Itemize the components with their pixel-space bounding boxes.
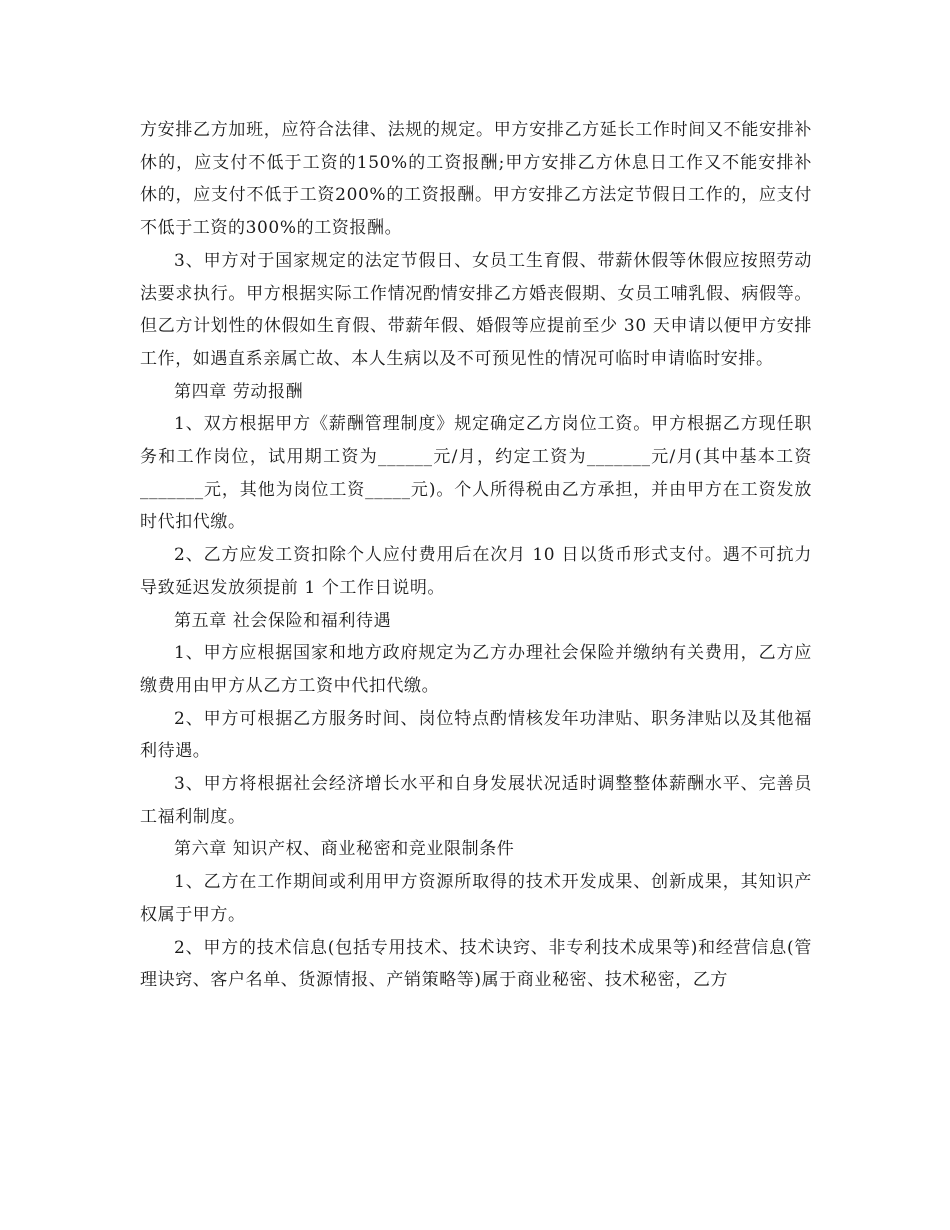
chapter-5-heading: 第五章 社会保险和福利待遇 [174,610,392,631]
chapter-4-heading: 第四章 劳动报酬 [174,381,304,402]
paragraph-salary-clause-1: 1、双方根据甲方《薪酬管理制度》规定确定乙方岗位工资。甲方根据乙方现任职务和工作岗位，试用期工资为______元/月，约定工资为_______元/月(其中基本工资_______元，其他为岗位工资_____元)。个人所得税由乙方承担，并由甲方在工资发放时代扣代缴。 [140,414,812,533]
chapter-6-heading: 第六章 知识产权、商业秘密和竞业限制条件 [174,839,515,860]
paragraph-welfare-clause-2: 2、甲方可根据乙方服务时间、岗位特点酌情核发年功津贴、职务津贴以及其他福利待遇。 [140,708,812,762]
paragraph-salary-clause-2: 2、乙方应发工资扣除个人应付费用后在次月 10 日以货币形式支付。遇不可抗力导致延迟发放须提前 1 个工作日说明。 [140,545,812,598]
paragraph-overtime-pay: 方安排乙方加班，应符合法律、法规的规定。甲方安排乙方延长工作时间又不能安排补休的，应支付不低于工资的150%的工资报酬;甲方安排乙方休息日工作又不能安排补休的，应支付不低于工资200%的工资报酬。甲方安排乙方法定节假日工作的，应支付不低于工资的300%的工资报酬。 [140,120,812,239]
paragraph-secrets-clause-2: 2、甲方的技术信息(包括专用技术、技术诀窍、非专利技术成果等)和经营信息(管理诀窍、客户名单、货源情报、产销策略等)属于商业秘密、技术秘密，乙方 [140,937,812,991]
paragraph-ip-clause-1: 1、乙方在工作期间或利用甲方资源所取得的技术开发成果、创新成果，其知识产权属于甲方。 [140,872,812,925]
paragraph-leave-clause-3: 3、甲方对于国家规定的法定节假日、女员工生育假、带薪休假等休假应按照劳动法要求执行。甲方根据实际工作情况酌情安排乙方婚丧假期、女员工哺乳假、病假等。但乙方计划性的休假如生育假、带薪年假、婚假等应提前至少 30 天申请以便甲方安排工作，如遇直系亲属亡故、本人生病以及不可预见性的情况可临时申请临时安排。 [140,250,812,369]
paragraph-insurance-clause-1: 1、甲方应根据国家和地方政府规定为乙方办理社会保险并缴纳有关费用，乙方应缴费用由甲方从乙方工资中代扣代缴。 [140,643,812,696]
paragraph-welfare-clause-3: 3、甲方将根据社会经济增长水平和自身发展状况适时调整整体薪酬水平、完善员工福利制度。 [140,774,812,827]
document-body [140,114,812,997]
